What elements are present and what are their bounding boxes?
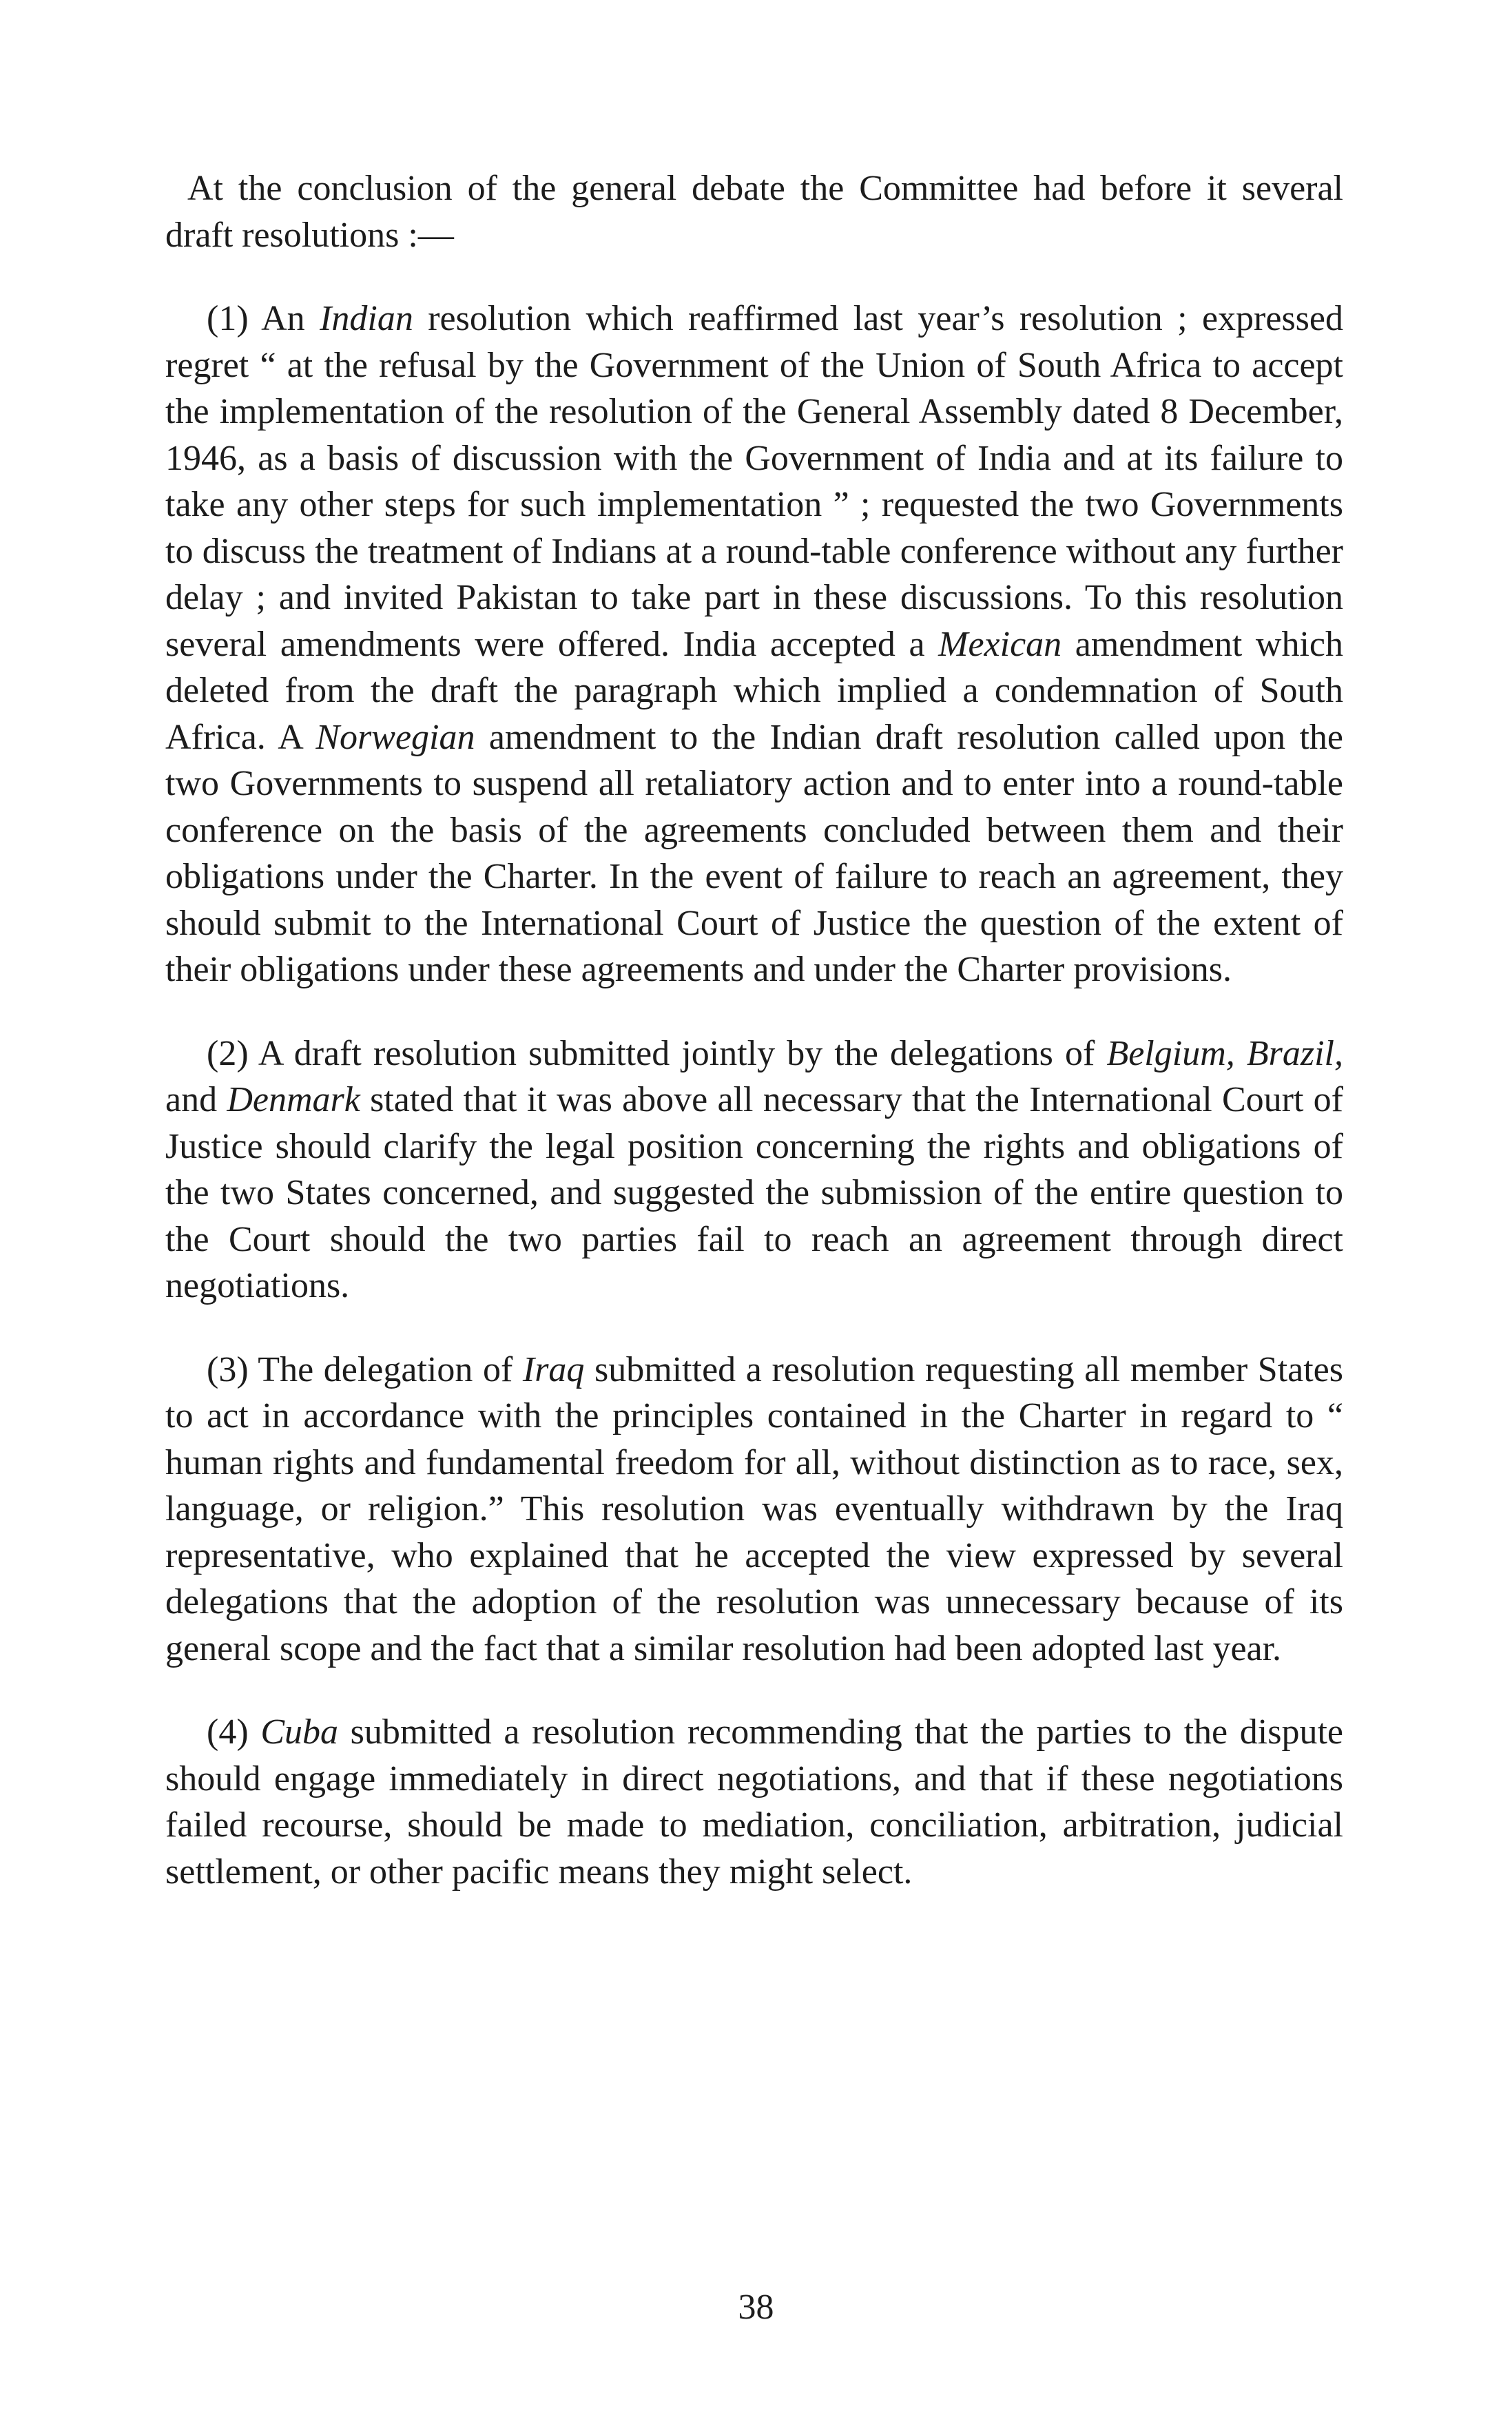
resolution-list xyxy=(165,296,1343,1895)
intro-paragraph: At the conclusion of the general debate the Committee had before it several draft resolutions :— xyxy=(165,169,1343,255)
item-number: (1) xyxy=(207,299,249,338)
italic-country-name: Indian xyxy=(320,299,413,338)
paragraph-text: A draft resolution submitted jointly by the delegations of xyxy=(248,1033,1107,1073)
paragraph-text: An xyxy=(248,299,320,338)
italic-country-name: Norwegian xyxy=(315,717,475,757)
paragraph-text: amendment which deleted from the draft the paragraph which implied a condemnation of South Africa. A xyxy=(165,624,1343,757)
resolution-paragraph xyxy=(165,1709,1343,1895)
italic-country-name: Mexican xyxy=(938,624,1062,664)
paragraph-text: resolution which reaffirmed last year’s resolution ; expressed regret “ at the refusal by the Government of the Union of South Africa to accept the implementation of the resolution of the General Assembly dated 8 December, 1946, as a basis of discussion with the Government of India and at its failure to take any other steps for such implementation ” ; requested the two Governments to discuss the treatment of Indians at a round-table conference without any further delay ; and invited Pakistan to take part in these discussions. To this resolution several amendments were offered. India accepted a xyxy=(165,299,1343,664)
resolution-paragraph xyxy=(165,1347,1343,1672)
italic-country-name: Iraq xyxy=(522,1349,585,1389)
resolution-paragraph xyxy=(165,1030,1343,1309)
paragraph-text: amendment to the Indian draft resolution called upon the two Governments to suspend all retaliatory action and to enter into a round-table conference on the basis of the agreements concluded between them and their obligations under the Charter. In the event of failure to reach an agreement, they should submit to the International Court of Justice the question of the extent of their obligations under these agreements and under the Charter provisions. xyxy=(165,717,1343,989)
paragraph-text: stated that it was above all necessary that the International Court of Justice should clarify the legal position concerning the rights and obligations of the two States concerned, and suggested the submission of the entire question to the Court should the two parties fail to reach an agreement through direct negotiations. xyxy=(165,1080,1343,1305)
item-number: (3) xyxy=(207,1349,249,1389)
item-number: (4) xyxy=(207,1712,249,1752)
paragraph-text: The delegation of xyxy=(248,1349,523,1389)
italic-country-name: Belgium, Brazil, xyxy=(1106,1033,1344,1073)
paragraph-text: submitted a resolution recommending that the parties to the dispute should engage immediately in direct negotiations, and that if these negotiations failed recourse, should be made to mediation, conciliation, arbitration, judicial settlement, or other pacific means they might select. xyxy=(165,1712,1344,1892)
paragraph-text: submitted a resolution requesting all member States to act in accordance with the principles contained in the Charter in regard to “ human rights and fundamental freedom for all, without distinction as to race, sex, language, or religion.” This resolution was eventually withdrawn by the Iraq representative, who explained that he accepted the view expressed by several delegations that the adoption of the resolution was unnecessary because of its general scope and the fact that a similar resolution had been adopted last year. xyxy=(165,1349,1343,1668)
italic-country-name: Denmark xyxy=(227,1080,360,1119)
item-number: (2) xyxy=(207,1033,249,1073)
page-number: 38 xyxy=(738,2288,774,2327)
paragraph-text: and xyxy=(165,1080,227,1119)
document-page xyxy=(165,165,1343,2328)
resolution-paragraph xyxy=(165,296,1343,993)
paragraph-text xyxy=(249,1712,261,1752)
italic-country-name: Cuba xyxy=(260,1712,338,1752)
